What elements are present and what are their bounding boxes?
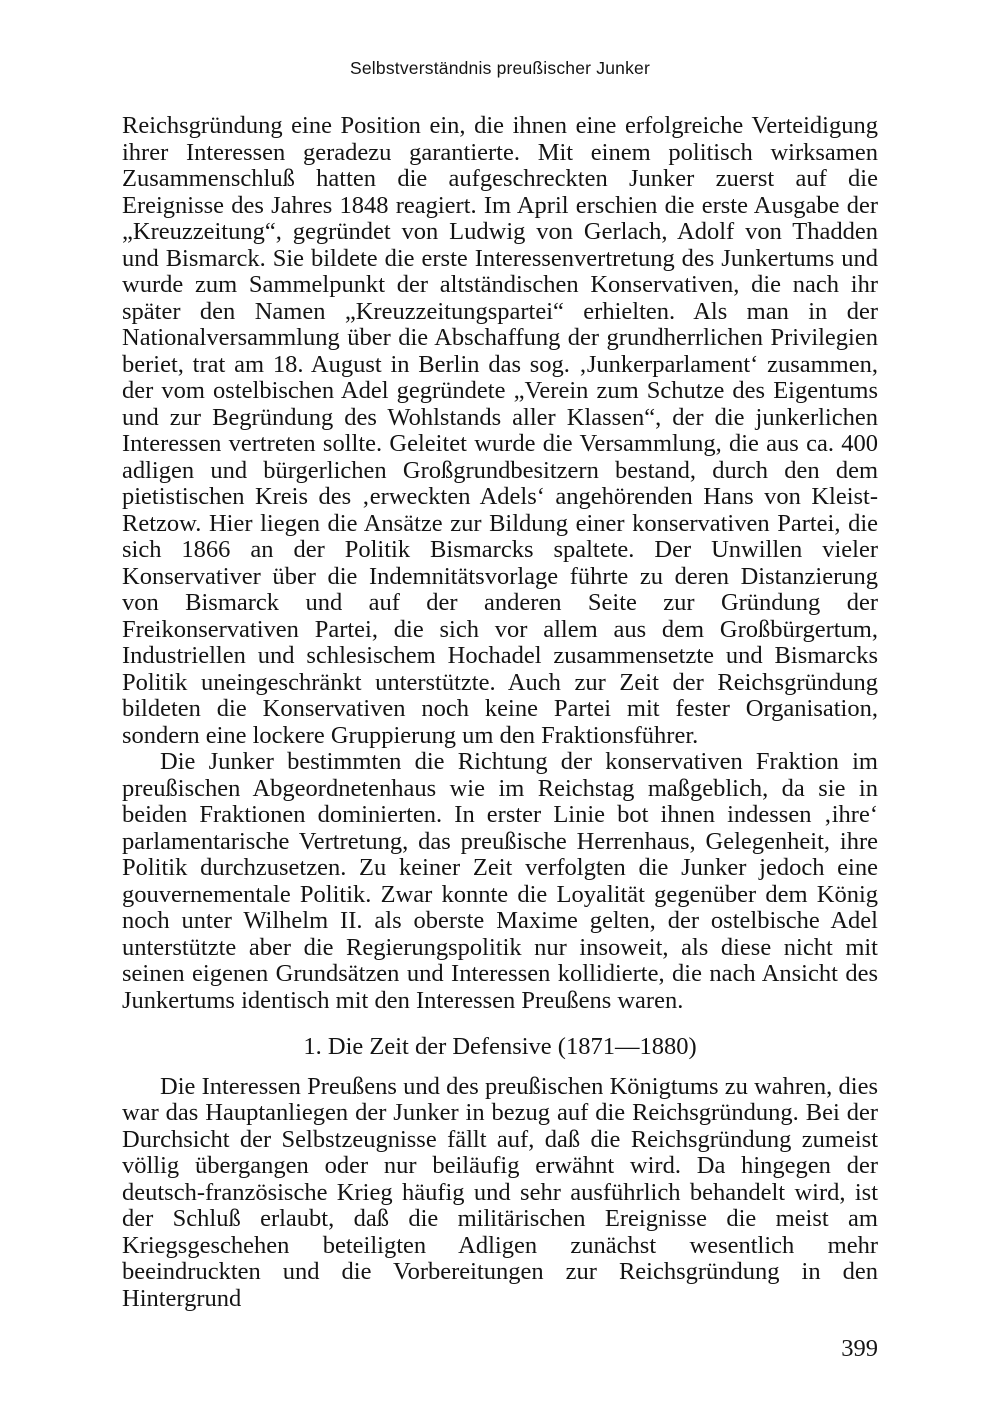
page-number: 399 [841,1335,878,1362]
running-head: Selbstverständnis preußischer Junker [350,58,650,78]
paragraph-continued: Reichsgründung eine Position ein, die ihnen eine erfolgreiche Verteidigung ihrer Interessen geradezu garantierte. Mit einem politisch wirksamen Zusammenschluß hatten die aufgeschreckten Junker zuerst auf die Ereignisse des Jahres 1848 reagiert. Im April erschien die erste Ausgabe der „Kreuzzeitung“, gegründet von Ludwig von Gerlach, Adolf von Thadden und Bismarck. Sie bildete die erste Interessenvertretung des Junkertums und wurde zum Sammelpunkt der altständischen Konservativen, die nach ihr später den Namen „Kreuzzeitungspartei“ erhielten. Als man in der Nationalversammlung über die Abschaffung der grundherrlichen Privilegien beriet, trat am 18. August in Berlin das sog. ‚Junkerparlament‘ zusammen, der vom ostelbischen Adel gegründete „Verein zum Schutze des Eigentums und zur Begründung des Wohlstands aller Klassen“, der die junkerlichen Interessen vertreten sollte. Geleitet wurde die Versammlung, die aus ca. 400 adligen und bürgerlichen Großgrundbesitzern bestand, durch den dem pietistischen Kreis des ‚erweckten Adels‘ angehörenden Hans von Kleist-Retzow. Hier liegen die Ansätze zur Bildung einer konservativen Partei, die sich 1866 an der Politik Bismarcks spaltete. Der Unwillen vieler Konservativer über die Indemnitätsvorlage führte zu deren Distanzierung von Bismarck und auf der anderen Seite zur Gründung der Freikonservativen Partei, die sich vor allem aus dem Großbürgertum, Industriellen und schlesischem Hochadel zusammensetzte und Bismarcks Politik uneingeschränkt unterstützte. Auch zur Zeit der Reichsgründung bildeten die Konservativen noch keine Partei mit fester Organisation, sondern eine lockere Gruppierung um den Fraktionsführer. [122,112,878,749]
paragraph: Die Junker bestimmten die Richtung der konservativen Fraktion im preußischen Abgeordnetenhaus wie im Reichstag maßgeblich, da sie in beiden Fraktionen dominierten. In erster Linie bot ihnen indessen ‚ihre‘ parlamentarische Vertretung, das preußische Herrenhaus, Gelegenheit, ihre Politik durchzusetzen. Zu keiner Zeit verfolgten die Junker jedoch eine gouvernementale Politik. Zwar konnte die Loyalität gegenüber dem König noch unter Wilhelm II. als oberste Maxime gelten, der ostelbische Adel unterstützte aber die Regierungspolitik nur insoweit, als diese nicht mit seinen eigenen Grundsätzen und Interessen kollidierte, die nach Ansicht des Junkertums identisch mit den Interessen Preußens waren. [122,748,878,1014]
section-heading: 1. Die Zeit der Defensive (1871—1880) [303,1033,697,1060]
paragraph: Die Interessen Preußens und des preußischen Königtums zu wahren, dies war das Hauptanliegen der Junker in bezug auf die Reichsgründung. Bei der Durchsicht der Selbstzeugnisse fällt auf, daß die Reichsgründung zumeist völlig übergangen oder nur beiläufig erwähnt wird. Da hingegen der deutsch-französische Krieg häufig und sehr ausführlich behandelt wird, ist der Schluß erlaubt, daß die militärischen Ereignisse die meist am Kriegsgeschehen beteiligten Adligen zunächst wesentlich mehr beeindruckten und die Vorbereitungen zur Reichsgründung in den Hintergrund [122,1072,878,1312]
body-text [122,113,878,1312]
